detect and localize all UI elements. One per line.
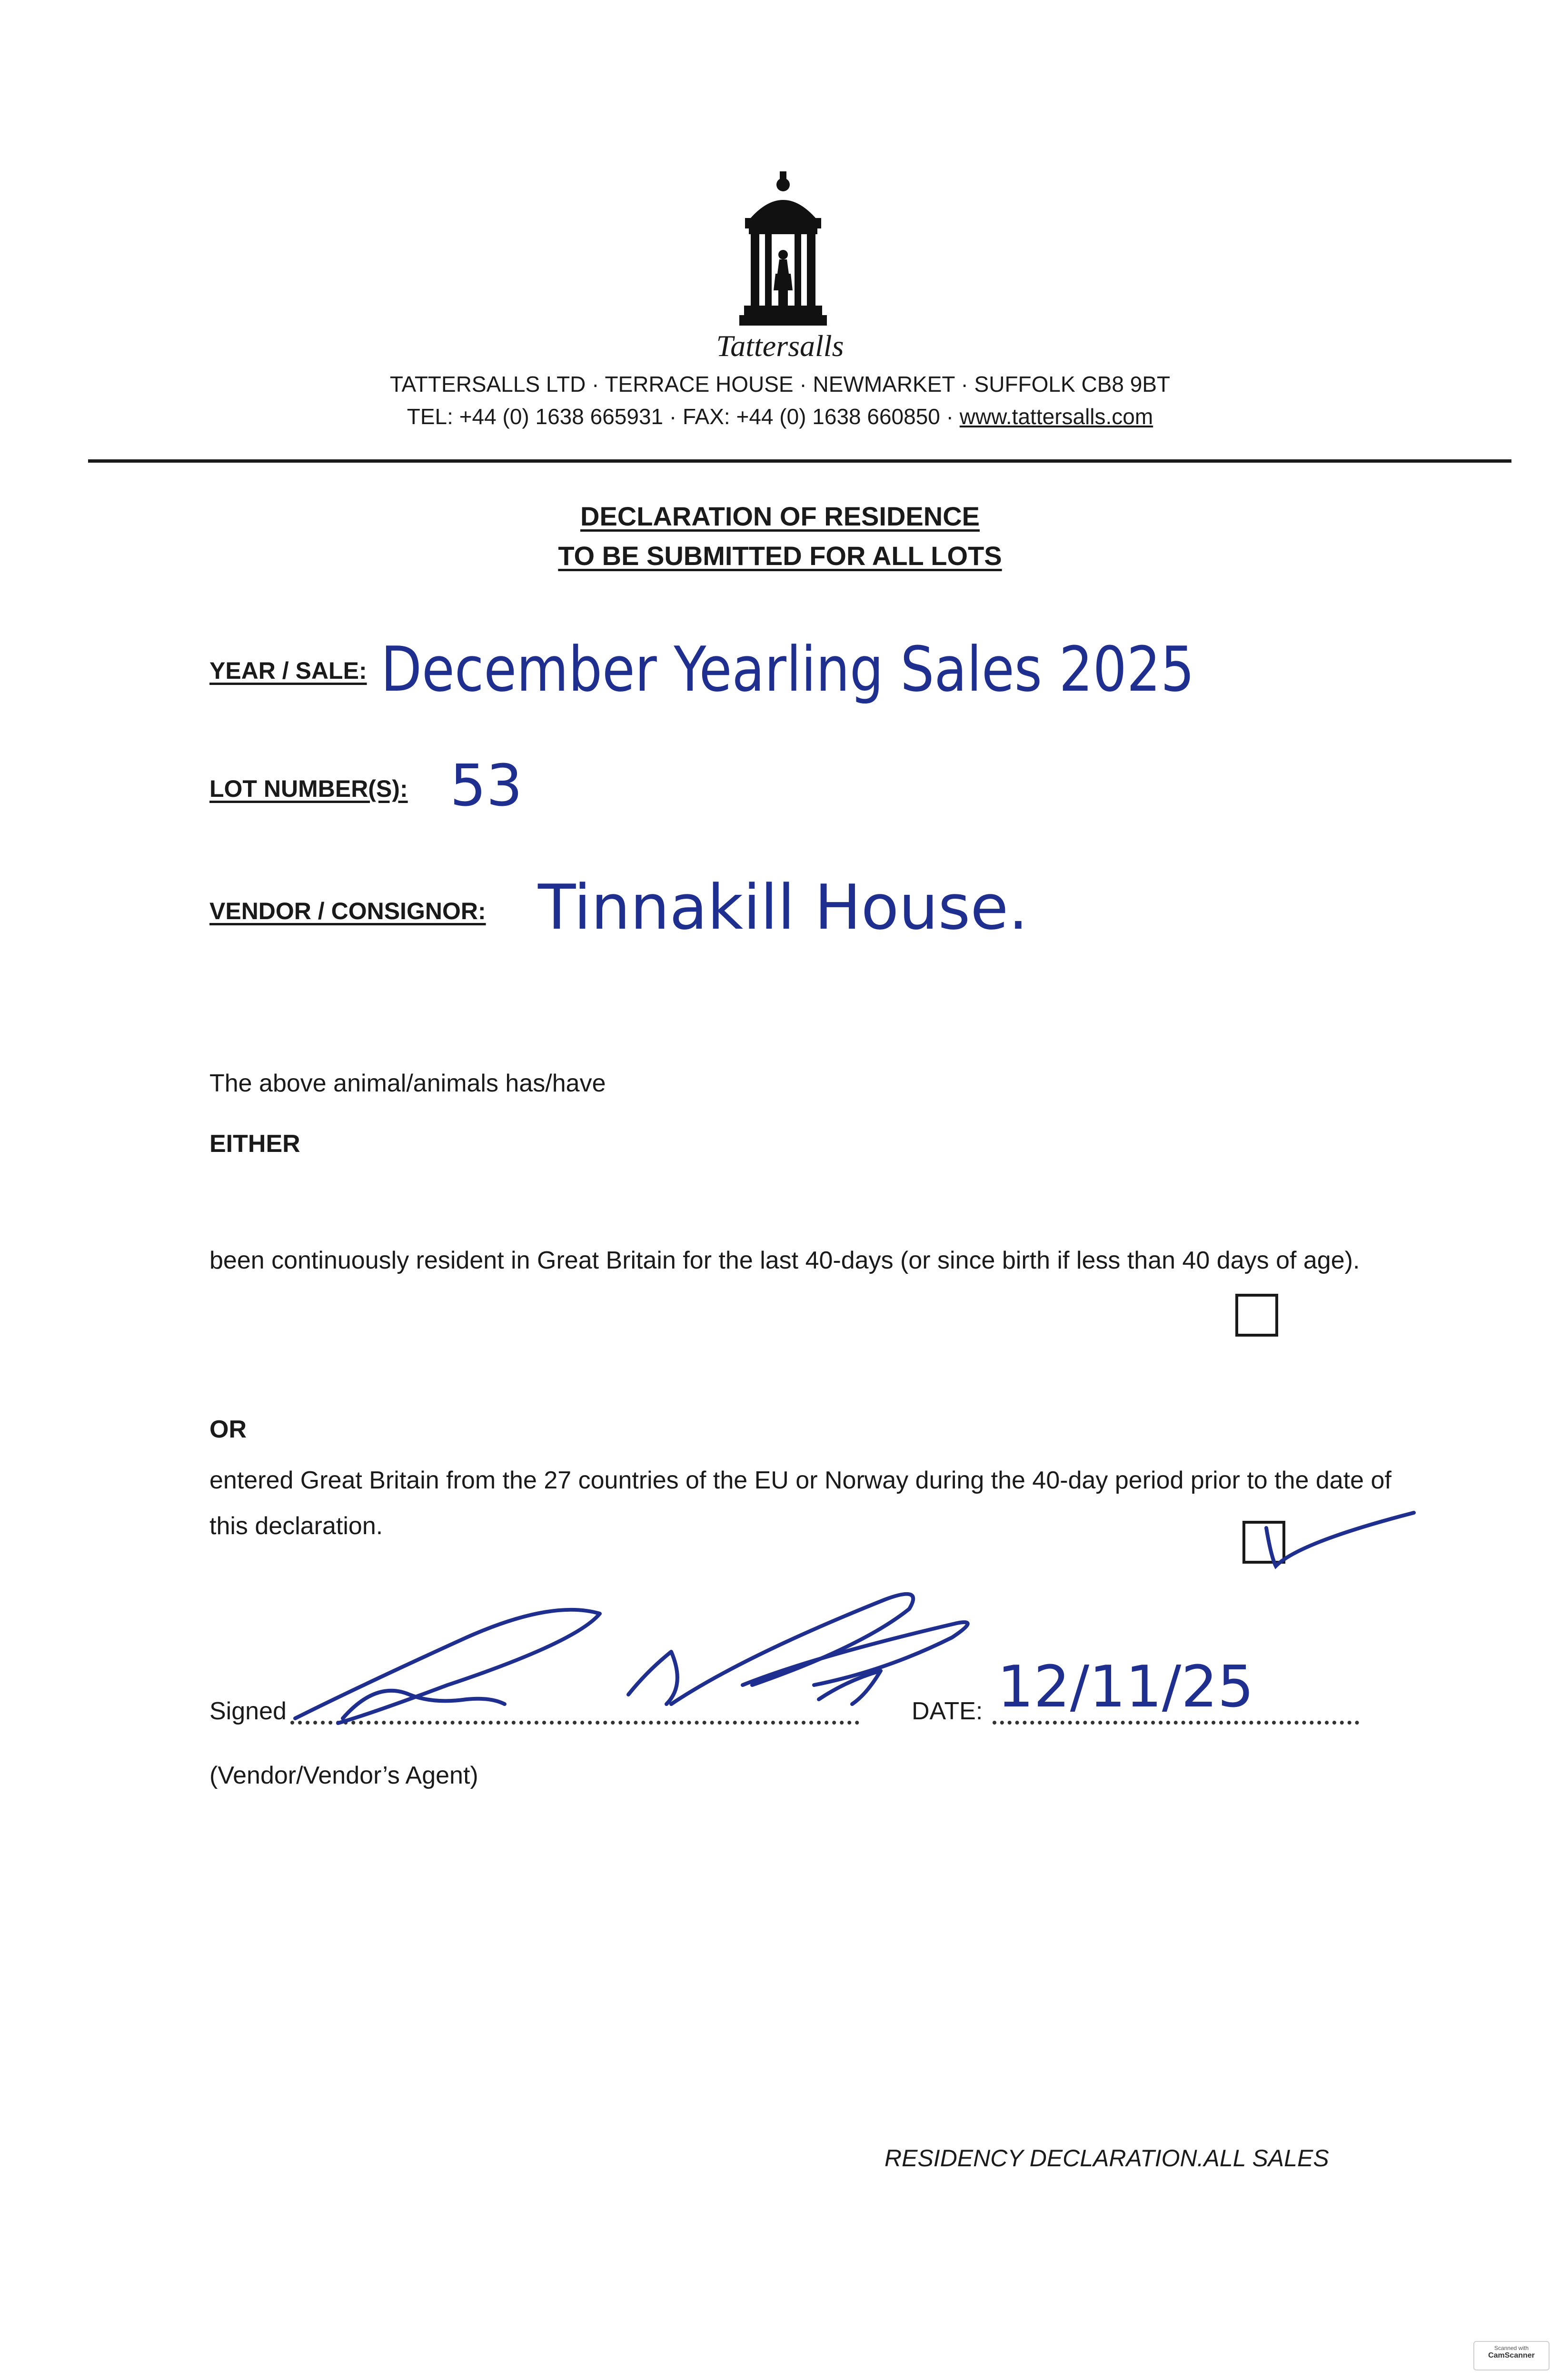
form-title: DECLARATION OF RESIDENCE bbox=[580, 501, 980, 531]
date-line bbox=[993, 1721, 1359, 1725]
date-label: DATE: bbox=[912, 1697, 983, 1725]
website-link[interactable]: www.tattersalls.com bbox=[959, 404, 1153, 429]
lot-number-value[interactable]: 53 bbox=[450, 753, 523, 819]
option-entered-text: entered Great Britain from the 27 countries of the EU or Norway during the 40-day period prior to the date of this declaration. bbox=[209, 1467, 1391, 1540]
vendor-consignor-value[interactable]: Tinnakill House. bbox=[538, 871, 1028, 943]
lot-number-label: LOT NUMBER(S): bbox=[209, 775, 408, 802]
contact-numbers: TEL: +44 (0) 1638 665931 · FAX: +44 (0) 1638 660850 · bbox=[407, 404, 960, 429]
option-resident-text: been continuously resident in Great Britain for the last 40-days (or since birth if less than 40 days of age). bbox=[209, 1247, 1360, 1274]
company-contact bbox=[0, 404, 1560, 429]
signed-label: Signed bbox=[209, 1697, 287, 1725]
brand-name: Tattersalls bbox=[716, 329, 844, 363]
form-subtitle: TO BE SUBMITTED FOR ALL LOTS bbox=[558, 541, 1002, 571]
year-sale-label: YEAR / SALE: bbox=[209, 657, 367, 684]
company-address: TATTERSALLS LTD · TERRACE HOUSE · NEWMARKET · SUFFOLK CB8 9BT bbox=[389, 372, 1171, 397]
vendor-agent-label: (Vendor/Vendor’s Agent) bbox=[209, 1762, 478, 1789]
tattersalls-logo-icon bbox=[735, 171, 831, 328]
header-divider bbox=[88, 459, 1511, 463]
scan-caption: Scanned with bbox=[1494, 2345, 1529, 2351]
date-value[interactable]: 12/11/25 bbox=[997, 1654, 1254, 1720]
checkbox-tick-icon bbox=[1238, 1485, 1419, 1580]
or-heading: OR bbox=[209, 1416, 247, 1443]
camscanner-badge bbox=[1473, 2341, 1550, 2370]
option-resident-checkbox[interactable] bbox=[1235, 1294, 1278, 1337]
year-sale-value[interactable]: December Yearling Sales 2025 bbox=[381, 633, 1195, 705]
scan-brand: CamScanner bbox=[1488, 2351, 1535, 2360]
vendor-consignor-label: VENDOR / CONSIGNOR: bbox=[209, 898, 486, 924]
either-heading: EITHER bbox=[209, 1130, 300, 1158]
intro-statement: The above animal/animals has/have bbox=[209, 1070, 606, 1097]
handwritten-signature-icon[interactable] bbox=[267, 1561, 1004, 1742]
form-reference: RESIDENCY DECLARATION.ALL SALES bbox=[884, 2145, 1329, 2172]
